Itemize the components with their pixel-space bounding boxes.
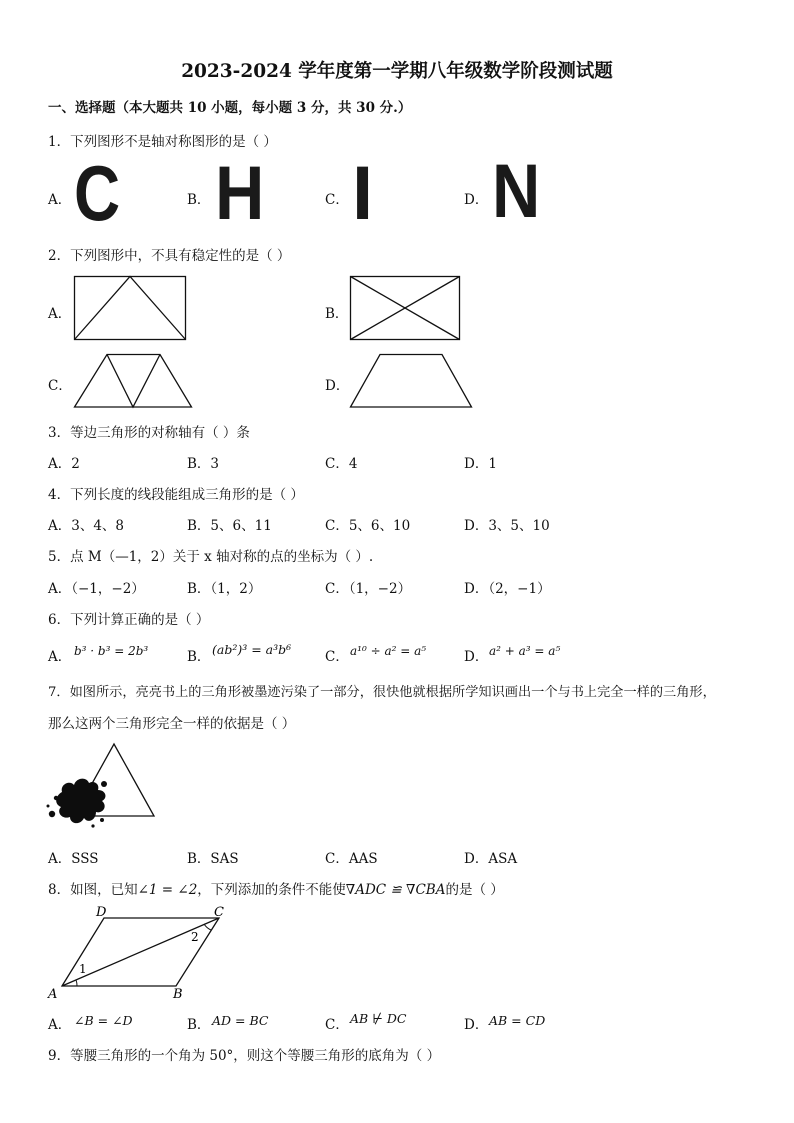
angle-2-label: 2 bbox=[191, 930, 199, 944]
vertex-c-label: C bbox=[214, 905, 224, 920]
q5-option-c[interactable]: C．（1，−2） bbox=[325, 581, 412, 597]
question-8-stem bbox=[48, 878, 504, 898]
q2-option-d-label[interactable]: D． bbox=[325, 378, 350, 394]
q8-stem-suffix: 的是（ ） bbox=[445, 882, 504, 898]
q6-option-a-label[interactable]: A． bbox=[48, 649, 72, 665]
q8-option-c-expr: AB ⊬ DC bbox=[350, 1011, 407, 1026]
q1-option-a-label[interactable]: A． bbox=[48, 192, 72, 208]
q5-option-a[interactable]: A．（−1，−2） bbox=[48, 581, 145, 597]
question-7-stem-line-2: 那么这两个三角形完全一样的依据是（ ） bbox=[48, 716, 296, 732]
q8-stem-condition: ∠1 = ∠2 bbox=[137, 882, 198, 898]
q1-option-c-label[interactable]: C． bbox=[325, 192, 349, 208]
q3-option-c[interactable]: C．4 bbox=[325, 456, 358, 472]
q8-option-b-expr: AD = BC bbox=[212, 1013, 269, 1028]
question-5-stem: 5．点 M（—1，2）关于 x 轴对称的点的坐标为（ ）. bbox=[48, 549, 374, 565]
q6-option-d-expr: a² + a³ = a⁵ bbox=[489, 644, 561, 658]
q5-option-d[interactable]: D．（2，−1） bbox=[464, 581, 551, 597]
q6-option-a-expr: b³ · b³ = 2b³ bbox=[74, 644, 149, 658]
q4-option-c[interactable]: C．5、6、10 bbox=[325, 518, 411, 534]
q4-option-b[interactable]: B．5、6、11 bbox=[187, 518, 272, 534]
rectangle-triangle-figure bbox=[74, 276, 186, 340]
letter-h-figure: H bbox=[215, 151, 265, 236]
q6-option-d-label[interactable]: D． bbox=[464, 649, 489, 665]
question-7-stem-line-1: 7．如图所示，亮亮书上的三角形被墨迹污染了一部分，很快他就根据所学知识画出一个与书上完全一样的三角形， bbox=[48, 685, 716, 700]
q8-stem-prefix: 8．如图，已知 bbox=[48, 882, 138, 898]
q4-option-d[interactable]: D．3、5、10 bbox=[464, 518, 550, 534]
q7-option-a[interactable]: A．SSS bbox=[48, 851, 99, 867]
q2-option-a-label[interactable]: A． bbox=[48, 306, 72, 322]
letter-c-figure: C bbox=[74, 149, 121, 237]
q7-option-d[interactable]: D．ASA bbox=[464, 851, 518, 867]
trapezoid-triangles-figure bbox=[74, 354, 192, 408]
q6-option-c-label[interactable]: C． bbox=[325, 649, 349, 665]
question-4-stem: 4．下列长度的线段能组成三角形的是（ ） bbox=[48, 487, 304, 503]
q8-option-a-label[interactable]: A． bbox=[48, 1017, 72, 1033]
q6-option-b-expr: (ab²)³ = a³b⁶ bbox=[212, 642, 292, 657]
vertex-a-label: A bbox=[48, 987, 58, 1002]
q1-option-b-label[interactable]: B． bbox=[187, 192, 211, 208]
q8-option-b-label[interactable]: B． bbox=[187, 1017, 211, 1033]
q8-stem-middle: ，下列添加的条件不能使 bbox=[197, 882, 346, 898]
rectangle-diagonals-figure bbox=[350, 276, 460, 340]
q3-option-a[interactable]: A．2 bbox=[48, 456, 80, 472]
q8-option-d-label[interactable]: D． bbox=[464, 1017, 489, 1033]
angle-1-label: 1 bbox=[79, 962, 87, 976]
q5-option-b[interactable]: B．（1，2） bbox=[187, 581, 262, 597]
letter-n-figure: N bbox=[492, 149, 541, 234]
ink-blot-icon bbox=[47, 779, 108, 828]
q4-option-a[interactable]: A．3、4、8 bbox=[48, 518, 125, 534]
trapezoid-figure bbox=[350, 354, 472, 408]
q1-option-d-label[interactable]: D． bbox=[464, 192, 489, 208]
q7-option-c[interactable]: C．AAS bbox=[325, 851, 378, 867]
page-title: 2023-2024 学年度第一学期八年级数学阶段测试题 bbox=[181, 61, 613, 82]
vertex-d-label: D bbox=[96, 905, 107, 920]
q8-option-d-expr: AB = CD bbox=[489, 1013, 546, 1028]
q8-option-c-label[interactable]: C． bbox=[325, 1017, 349, 1033]
q8-stem-congruence: ∇ADC ≌ ∇CBA bbox=[345, 882, 446, 898]
q7-option-b[interactable]: B．SAS bbox=[187, 851, 239, 867]
question-6-stem: 6．下列计算正确的是（ ） bbox=[48, 612, 210, 628]
q6-option-c-expr: a¹⁰ ÷ a² = a⁵ bbox=[350, 644, 427, 658]
q2-option-b-label[interactable]: B． bbox=[325, 306, 349, 322]
q3-option-b[interactable]: B．3 bbox=[187, 456, 220, 472]
q3-option-d[interactable]: D．1 bbox=[464, 456, 497, 472]
question-3-stem: 3．等边三角形的对称轴有（ ）条 bbox=[48, 425, 250, 441]
vertex-b-label: B bbox=[173, 987, 183, 1002]
q6-option-b-label[interactable]: B． bbox=[187, 649, 211, 665]
question-9-stem: 9．等腰三角形的一个角为 50°，则这个等腰三角形的底角为（ ） bbox=[48, 1048, 441, 1064]
question-2-stem: 2．下列图形中，不具有稳定性的是（ ） bbox=[48, 248, 291, 264]
parallelogram-figure bbox=[46, 904, 236, 1002]
ink-stained-triangle-figure bbox=[46, 740, 158, 830]
q2-option-c-label[interactable]: C． bbox=[48, 378, 72, 394]
q8-option-a-expr: ∠B = ∠D bbox=[74, 1013, 133, 1028]
section-heading: 一、选择题（本大题共 10 小题，每小题 3 分，共 30 分.） bbox=[48, 100, 412, 116]
question-1-stem: 1．下列图形不是轴对称图形的是（ ） bbox=[48, 134, 277, 150]
letter-i-figure: I bbox=[352, 151, 374, 236]
